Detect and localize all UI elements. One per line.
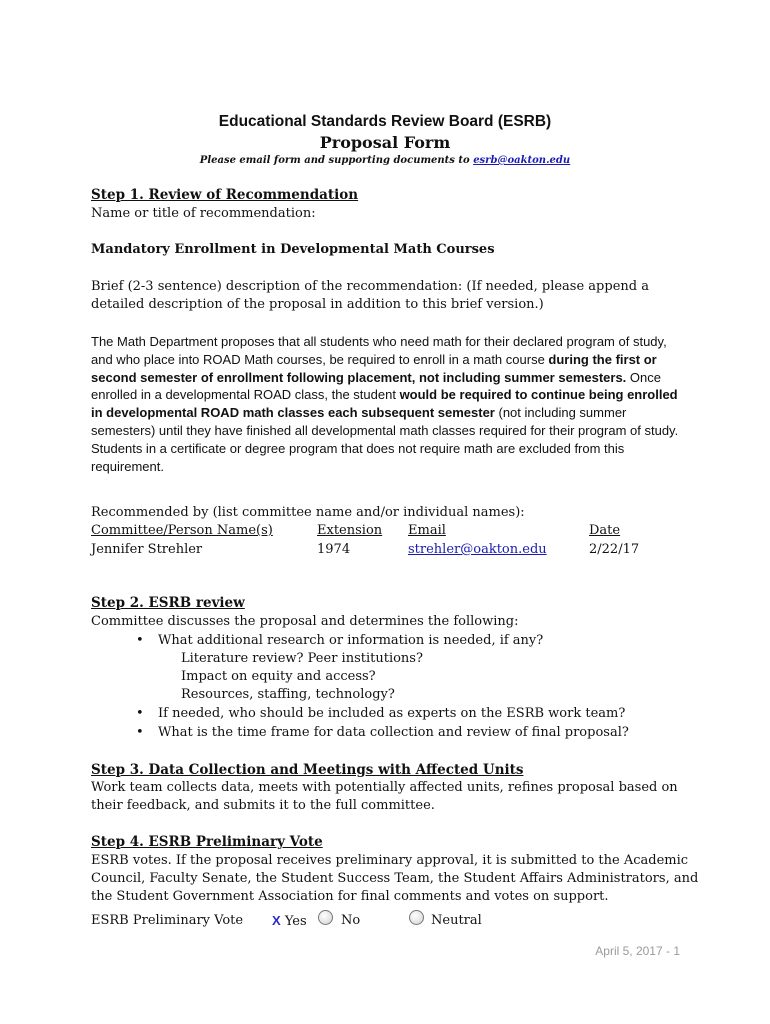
vote-option-no-label: No: [341, 913, 361, 928]
step2-heading: Step 2. ESRB review: [91, 595, 245, 611]
bullet-icon: •: [136, 633, 144, 648]
vote-label: ESRB Preliminary Vote: [91, 913, 244, 928]
step3-line2: their feedback, and submits it to the full committee.: [91, 798, 435, 813]
cell-extension: 1974: [317, 542, 351, 557]
sub-item-2: Impact on equity and access?: [181, 669, 376, 684]
step2-intro: Committee discusses the proposal and determines the following:: [91, 614, 519, 629]
radio-button-icon[interactable]: [409, 910, 424, 925]
step4-line3: the Student Government Association for final comments and votes on support.: [91, 889, 609, 904]
col-header-extension: Extension: [317, 523, 383, 538]
step2-bullet-3: [136, 725, 144, 740]
cell-name: Jennifer Strehler: [91, 542, 203, 557]
brief-label-line1: Brief (2-3 sentence) description of the recommendation: (If needed, please append a: [91, 279, 649, 294]
rec-title-value: Mandatory Enrollment in Developmental Math Courses: [91, 242, 495, 257]
step2-bullet-2-text: If needed, who should be included as experts on the ESRB work team?: [158, 706, 626, 721]
esrb-email-link[interactable]: esrb@oakton.edu: [473, 155, 571, 166]
x-check-icon: X: [272, 913, 281, 928]
bullet-icon: •: [136, 706, 144, 721]
desc-text-2: Once enrolled in a developmental ROAD class, the student: [91, 369, 661, 403]
vote-option-yes[interactable]: [272, 913, 307, 929]
step2-bullet-3-text: What is the time frame for data collection and review of final proposal?: [158, 725, 629, 740]
step4-line2: Council, Faculty Senate, the Student Success Team, the Student Affairs Administrators, and: [91, 871, 699, 886]
recommendation-description: [91, 333, 681, 475]
step2-bullet-1-text: What additional research or information is needed, if any?: [158, 633, 544, 648]
brief-label-line2: detailed description of the proposal in addition to this brief version.): [91, 297, 544, 312]
sub-item-3: Resources, staffing, technology?: [181, 687, 395, 702]
step3-line1: Work team collects data, meets with potentially affected units, refines proposal based on: [91, 780, 678, 795]
step1-heading: Step 1. Review of Recommendation: [91, 187, 359, 203]
desc-text-3: (not including summer semesters) until they have finished all developmental math classes required for their program of study. Students in a certificate or degree program that does not require math are excluded from this requirement.: [91, 405, 679, 474]
step2-bullet-2: [136, 706, 144, 721]
submission-note-text: Please email form and supporting documents to: [199, 155, 474, 166]
page-footer: April 5, 2017 - 1: [595, 944, 680, 958]
vote-option-neutral-label: Neutral: [431, 913, 482, 928]
bullet-icon: •: [136, 725, 144, 740]
sub-item-1: Literature review? Peer institutions?: [181, 651, 423, 666]
step2-bullet-1: [136, 633, 144, 648]
col-header-name: Committee/Person Name(s): [91, 523, 273, 538]
cell-email-link[interactable]: strehler@oakton.edu: [408, 542, 547, 557]
desc-text-1: The Math Department proposes that all students who need math for their declared program of study, and who place into ROAD Math courses, be required to enroll in a math course: [91, 334, 667, 367]
desc-bold-2: would be required to continue being enrolled in developmental ROAD math classes each subsequent semester: [91, 387, 678, 421]
step3-heading: Step 3. Data Collection and Meetings with Affected Units: [91, 762, 524, 778]
submission-note: [0, 155, 770, 166]
radio-button-icon[interactable]: [318, 910, 333, 925]
vote-option-neutral[interactable]: [409, 910, 424, 927]
vote-option-no[interactable]: [318, 910, 333, 927]
form-org-title: Educational Standards Review Board (ESRB): [218, 113, 552, 130]
col-header-date: Date: [589, 523, 621, 538]
vote-option-yes-label: Yes: [284, 914, 307, 929]
step4-line1: ESRB votes. If the proposal receives preliminary approval, it is submitted to the Academic: [91, 853, 689, 868]
step4-heading: Step 4. ESRB Preliminary Vote: [91, 834, 323, 850]
desc-bold-1: during the first or second semester of enrollment following placement, not including summer semesters.: [91, 351, 657, 385]
form-title: Proposal Form: [319, 133, 451, 152]
cell-date: 2/22/17: [589, 542, 640, 557]
rec-name-label: Name or title of recommendation:: [91, 206, 316, 221]
recommended-by-label: Recommended by (list committee name and/or individual names):: [91, 505, 525, 520]
col-header-email: Email: [408, 523, 446, 538]
